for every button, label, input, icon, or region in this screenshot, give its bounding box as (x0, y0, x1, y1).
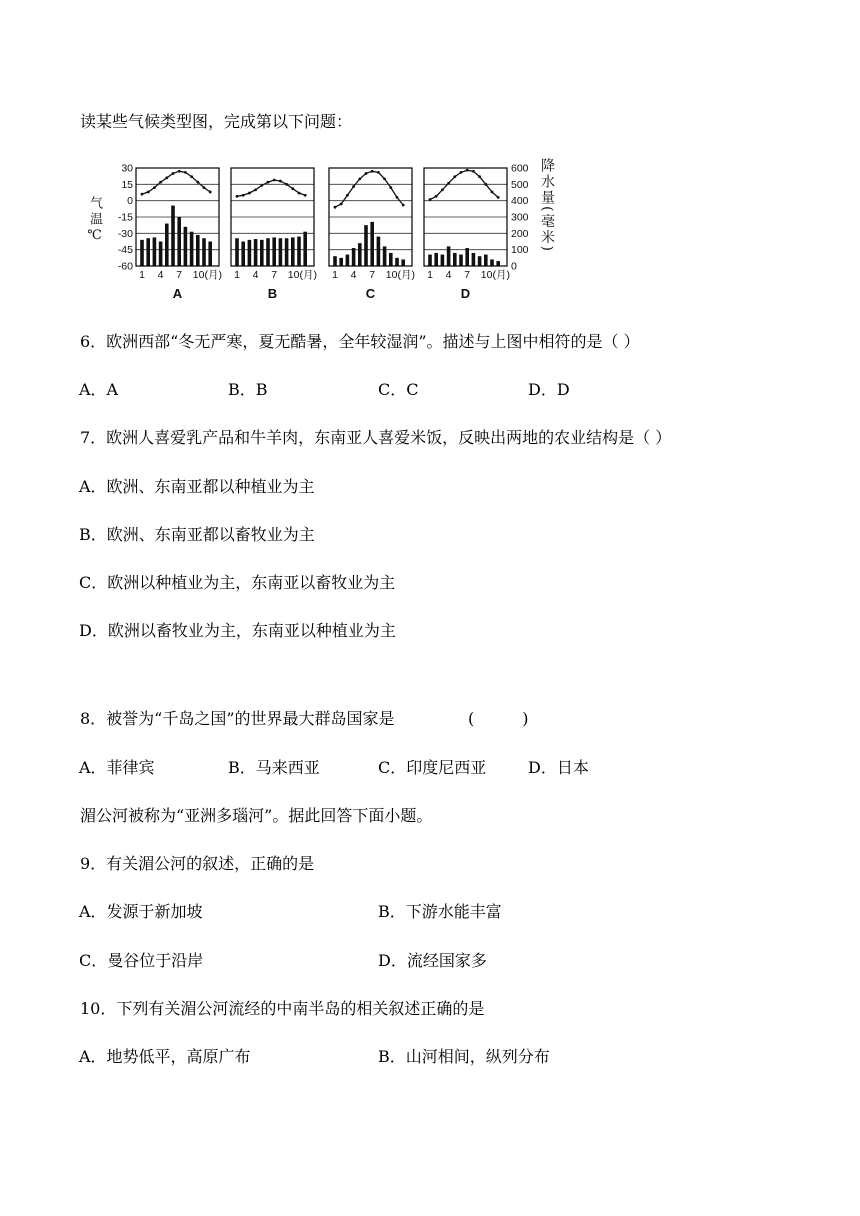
precipitation-bar (165, 224, 169, 266)
temperature-point (389, 186, 392, 189)
precipitation-bar (159, 242, 163, 267)
panel-label: D (460, 286, 471, 301)
precipitation-bar (196, 235, 200, 266)
precipitation-bar (364, 225, 368, 266)
q10-option-b: B．山河相间，纵列分布 (378, 1047, 550, 1066)
panel-label: C (365, 286, 376, 301)
y-axis-left-label: 气温℃ (87, 196, 102, 246)
temperature-point (147, 191, 150, 194)
precipitation-bar (291, 237, 295, 266)
temperature-point (429, 198, 432, 201)
x-tick-label: 1 (332, 269, 338, 281)
precipitation-bar (395, 258, 399, 266)
temperature-point (396, 196, 399, 199)
y-axis-right-label: 降水量(毫米) (539, 158, 555, 253)
temperature-line (335, 171, 403, 207)
x-tick-label: 10(月) (192, 269, 222, 281)
temperature-point (346, 194, 349, 197)
temperature-point (340, 203, 343, 206)
precipitation-bar (190, 232, 194, 266)
precipitation-bar (285, 238, 289, 266)
precipitation-bar (428, 255, 432, 266)
y-right-tick-label: 0 (511, 260, 517, 273)
precipitation-bar (377, 237, 381, 266)
precipitation-bar (484, 255, 488, 266)
temperature-point (196, 181, 199, 184)
x-tick-label: 7 (369, 269, 376, 281)
temperature-point (236, 195, 239, 198)
x-tick-label: 7 (176, 269, 183, 281)
y-left-tick-label: -45 (117, 244, 133, 257)
precipitation-bar (434, 253, 438, 266)
temperature-point (466, 169, 469, 172)
temperature-point (260, 184, 263, 187)
temperature-line (142, 171, 210, 194)
temperature-point (435, 195, 438, 198)
temperature-point (453, 175, 456, 178)
precipitation-bar (358, 243, 362, 266)
climate-panel-c (329, 168, 415, 301)
question-6-stem: 6．欧洲西部“冬无严寒，夏无酷暑，全年较湿润”。描述与上图中相符的是（ ） (80, 332, 640, 351)
precipitation-bar (146, 238, 150, 266)
temperature-point (141, 193, 144, 196)
q6-option-d: D．D (528, 380, 570, 399)
temperature-point (298, 192, 301, 195)
q8-option-c: C．印度尼西亚 (378, 758, 487, 777)
q7-option-b: B．欧洲、东南亚都以畜牧业为主 (79, 525, 315, 544)
precipitation-bar (248, 240, 252, 266)
precipitation-bar (208, 242, 212, 267)
y-right-tick-label: 600 (511, 162, 529, 175)
precipitation-bar (153, 237, 157, 266)
precipitation-bar (453, 253, 457, 266)
x-tick-label: 7 (464, 269, 471, 281)
temperature-point (497, 196, 500, 199)
temperature-point (242, 194, 245, 197)
temperature-point (165, 176, 168, 179)
q7-option-d: D．欧洲以畜牧业为主，东南亚以种植业为主 (79, 621, 396, 640)
precipitation-bar (352, 248, 356, 266)
q8-option-a: A．菲律宾 (79, 758, 155, 777)
precipitation-bar (496, 261, 500, 266)
x-tick-label: 1 (234, 269, 240, 281)
temperature-point (402, 204, 405, 207)
precipitation-bar (140, 240, 144, 266)
precipitation-bar (459, 255, 463, 266)
x-tick-label: 4 (252, 269, 259, 281)
climate-panel-b (231, 168, 317, 301)
temperature-point (478, 175, 481, 178)
temperature-point (383, 177, 386, 180)
temperature-point (153, 186, 156, 189)
y-left-tick-label: 30 (121, 162, 133, 175)
precipitation-bar (383, 246, 387, 266)
temperature-point (279, 180, 282, 183)
precipitation-bar (260, 240, 264, 266)
question-7-stem: 7．欧洲人喜爱乳产品和牛羊肉，东南亚人喜爱米饭，反映出两地的农业结构是（ ） (80, 428, 672, 447)
q10-option-a: A．地势低平，高原广布 (79, 1047, 251, 1066)
temperature-point (352, 185, 355, 188)
x-tick-label: 4 (157, 269, 164, 281)
precipitation-bar (272, 237, 276, 266)
temperature-point (291, 187, 294, 190)
q8-option-b: B．马来西亚 (228, 758, 320, 777)
y-right-tick-label: 400 (511, 195, 529, 208)
temperature-point (184, 171, 187, 174)
question-8-stem: 8．被誉为“千岛之国”的世界最大群岛国家是 (80, 709, 395, 728)
temperature-point (209, 191, 212, 194)
q9-option-a: A．发源于新加坡 (79, 902, 203, 921)
precipitation-bar (401, 259, 405, 266)
temperature-point (178, 170, 181, 173)
temperature-point (285, 183, 288, 186)
precipitation-bar (171, 206, 175, 266)
y-right-tick-label: 200 (511, 227, 529, 240)
precipitation-bar (346, 255, 350, 266)
q6-option-a: A．A (79, 380, 119, 399)
temperature-point (203, 186, 206, 189)
precipitation-bar (333, 256, 337, 266)
x-tick-label: 1 (139, 269, 145, 281)
y-left-tick-label: 15 (121, 178, 133, 191)
temperature-point (441, 188, 444, 191)
q7-option-c: C．欧洲以种植业为主，东南亚以畜牧业为主 (79, 573, 396, 592)
x-tick-label: 1 (427, 269, 433, 281)
temperature-point (447, 182, 450, 185)
precipitation-bar (441, 255, 445, 266)
precipitation-bar (370, 222, 374, 266)
temperature-point (334, 206, 337, 209)
panel-label: B (267, 286, 278, 301)
x-tick-label: 4 (350, 269, 357, 281)
precipitation-bar (472, 253, 476, 266)
temperature-point (304, 194, 307, 197)
temperature-point (159, 181, 162, 184)
precipitation-bar (177, 217, 181, 266)
climate-charts-figure (80, 150, 570, 305)
x-tick-label: 7 (271, 269, 278, 281)
precipitation-bar (297, 237, 301, 266)
y-left-tick-label: -15 (117, 211, 133, 224)
y-right-tick-label: 300 (511, 211, 529, 224)
temperature-point (172, 172, 175, 175)
precipitation-bar (235, 238, 239, 266)
temperature-point (273, 179, 276, 182)
precipitation-bar (490, 259, 494, 266)
temperature-point (377, 171, 380, 174)
precipitation-bar (202, 238, 206, 266)
climate-panel-a (136, 168, 222, 301)
precipitation-bar (266, 238, 270, 266)
precipitation-bar (389, 253, 393, 266)
precipitation-bar (184, 227, 188, 266)
q6-option-c: C．C (378, 380, 419, 399)
q9-option-c: C．曼谷位于沿岸 (79, 951, 204, 970)
precipitation-bar (447, 246, 451, 266)
temperature-point (254, 188, 257, 191)
question-10-stem: 10．下列有关湄公河流经的中南半岛的相关叙述正确的是 (80, 999, 485, 1018)
y-right-tick-label: 500 (511, 178, 529, 191)
temperature-point (365, 172, 368, 175)
panel-label: A (172, 286, 183, 301)
q7-option-a: A．欧洲、东南亚都以种植业为主 (79, 477, 315, 496)
temperature-point (358, 177, 361, 180)
passage-text: 湄公河被称为“亚洲多瑙河”。据此回答下面小题。 (80, 806, 433, 825)
x-tick-label: 4 (445, 269, 452, 281)
temperature-line (237, 180, 305, 196)
precipitation-bar (339, 258, 343, 266)
y-left-tick-label: -60 (117, 260, 133, 273)
question-9-stem: 9．有关湄公河的叙述，正确的是 (80, 854, 315, 873)
x-tick-label: 10(月) (385, 269, 415, 281)
precipitation-bar (465, 248, 469, 266)
temperature-point (248, 192, 251, 195)
precipitation-bar (303, 232, 307, 266)
temperature-line (430, 170, 498, 199)
q8-option-d: D．日本 (528, 758, 589, 777)
precipitation-bar (478, 256, 482, 266)
temperature-point (267, 181, 270, 184)
temperature-point (460, 171, 463, 174)
x-tick-label: 10(月) (287, 269, 317, 281)
precipitation-bar (279, 238, 283, 266)
y-left-tick-label: -30 (117, 227, 133, 240)
intro-text: 读某些气候类型图，完成第以下问题： (80, 112, 353, 131)
q9-option-b: B．下游水能丰富 (378, 902, 502, 921)
temperature-point (190, 175, 193, 178)
climate-panel-d (424, 168, 510, 301)
precipitation-bar (241, 242, 245, 267)
x-tick-label: 10(月) (480, 269, 510, 281)
q6-option-b: B．B (228, 380, 268, 399)
y-right-tick-label: 100 (511, 244, 529, 257)
q9-option-d: D．流经国家多 (378, 951, 487, 970)
precipitation-bar (254, 239, 258, 266)
temperature-point (484, 183, 487, 186)
y-left-tick-label: 0 (127, 195, 133, 208)
temperature-point (472, 170, 475, 173)
question-8-answer-blank: ( ) (468, 709, 529, 728)
temperature-point (371, 170, 374, 173)
temperature-point (491, 191, 494, 194)
